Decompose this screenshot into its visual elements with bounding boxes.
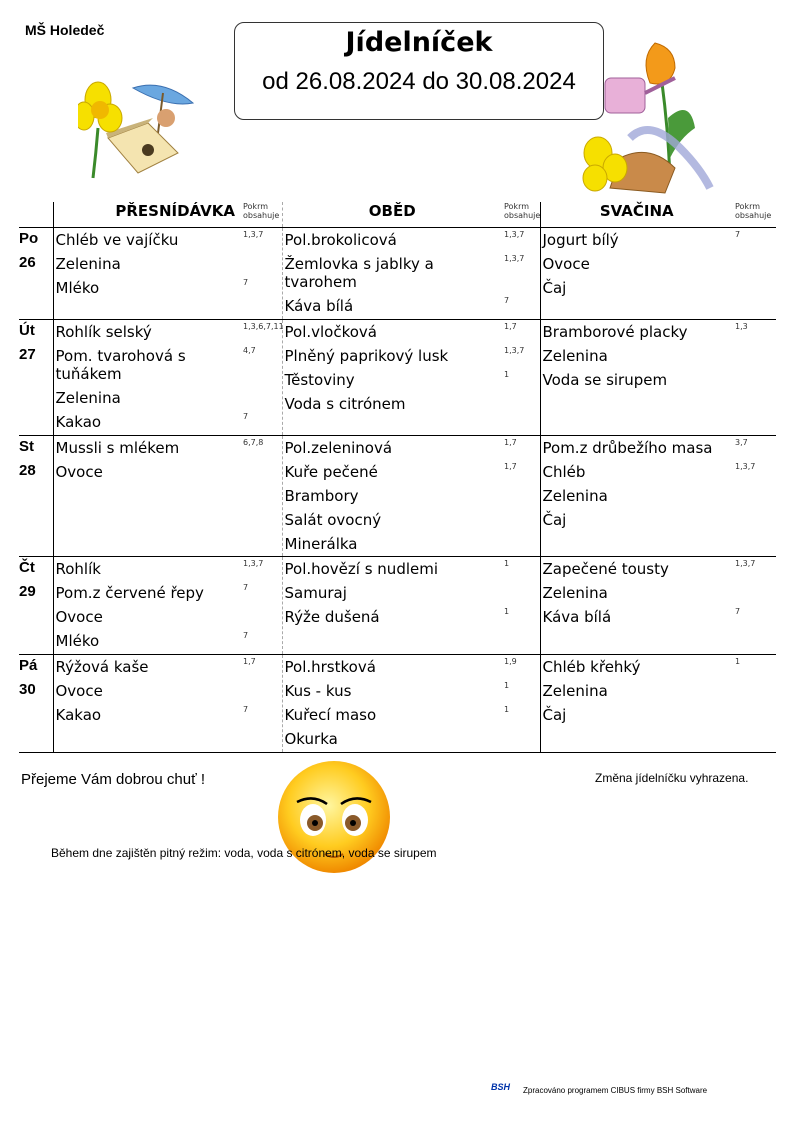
day-name: Čt — [19, 559, 35, 576]
menu-item: Ovoce — [55, 682, 103, 700]
menu-item: Salát ovocný — [284, 511, 382, 529]
allergen-code: 1,7 — [243, 657, 256, 666]
allergen-code — [504, 484, 540, 508]
menu-item: Kakao — [55, 413, 102, 431]
menu-item: Bramborové placky — [542, 323, 688, 341]
allergen-code — [243, 252, 282, 276]
allergen-code: 7 — [735, 607, 741, 616]
allergen-code — [504, 727, 540, 751]
day-date: 30 — [19, 681, 36, 698]
allergen-code: 7 — [243, 278, 249, 287]
day-label — [19, 320, 53, 436]
allergen-code: 1,3,6,7,11 — [243, 322, 284, 331]
menu-item: Zelenina — [542, 347, 608, 365]
allergen-code: 1,3,7 — [243, 230, 264, 239]
menu-item: Káva bílá — [284, 297, 354, 315]
allergen-code: 7 — [243, 631, 249, 640]
tulip-watering-can-image — [580, 38, 720, 198]
menu-item: Pom.z červené řepy — [55, 584, 204, 602]
lunch-cell — [282, 228, 502, 320]
snack-allergen-cell — [733, 436, 776, 557]
allergen-code — [243, 460, 282, 484]
allergen-code: 7 — [735, 230, 741, 239]
allergen-code — [735, 703, 776, 727]
allergen-code: 7 — [243, 705, 249, 714]
day-date: 28 — [19, 462, 36, 479]
allergen-code: 1,9 — [504, 657, 517, 666]
allergen-code — [504, 581, 540, 605]
allergen-code — [735, 581, 776, 605]
menu-item: Voda s citrónem — [284, 395, 406, 413]
menu-item: Kakao — [55, 706, 102, 724]
breakfast-allergen-cell — [241, 655, 282, 753]
menu-item: Pol.brokolicová — [284, 231, 397, 249]
snack-allergen-cell — [733, 320, 776, 436]
allergen-code — [504, 532, 540, 556]
menu-table — [19, 202, 776, 753]
menu-item: Chléb křehký — [542, 658, 641, 676]
breakfast-cell — [53, 655, 241, 753]
breakfast-allergen-cell — [241, 436, 282, 557]
allergen-code — [504, 508, 540, 532]
menu-item: Ovoce — [55, 463, 103, 481]
allergen-code — [735, 484, 776, 508]
allergen-code: 4,7 — [243, 346, 256, 355]
change-note: Změna jídelníčku vyhrazena. — [595, 771, 749, 785]
allergen-code: 1 — [504, 607, 510, 616]
menu-item: Zelenina — [542, 487, 608, 505]
menu-item: Zelenina — [542, 682, 608, 700]
menu-item: Plněný paprikový lusk — [284, 347, 449, 365]
menu-item: Ovoce — [542, 255, 590, 273]
day-date: 27 — [19, 346, 36, 363]
allergen-code: 1,3,7 — [504, 230, 525, 239]
allergen-code: 1 — [504, 681, 510, 690]
allergen-code: 1 — [504, 705, 510, 714]
snack-cell — [540, 320, 733, 436]
day-name: Út — [19, 322, 35, 339]
allergen-code: 7 — [243, 412, 249, 421]
menu-item: Čaj — [542, 279, 567, 297]
lunch-cell — [282, 436, 502, 557]
snack-cell — [540, 228, 733, 320]
snack-allergen-cell — [733, 557, 776, 655]
day-name: St — [19, 438, 34, 455]
menu-item: Zelenina — [55, 389, 121, 407]
bsh-logo: BSH — [491, 1082, 511, 1092]
breakfast-allergen-cell — [241, 320, 282, 436]
wish-text: Přejeme Vám dobrou chuť ! — [21, 771, 206, 788]
menu-item: Kuře pečené — [284, 463, 378, 481]
menu-item: Káva bílá — [542, 608, 612, 626]
menu-item: Mléko — [55, 279, 100, 297]
breakfast-cell — [53, 228, 241, 320]
breakfast-header: PŘESNÍDÁVKA — [53, 202, 241, 228]
allergen-code — [735, 252, 776, 276]
menu-item: Pom.z drůbežího masa — [542, 439, 713, 457]
menu-item: Kus - kus — [284, 682, 352, 700]
allergen-code: 1,3,7 — [504, 254, 525, 263]
lunch-allergen-cell — [502, 557, 540, 655]
day-label — [19, 228, 53, 320]
menu-item: Žemlovka s jablky a tvarohem — [284, 255, 434, 291]
allergen-code — [735, 679, 776, 703]
allergen-code: 3,7 — [735, 438, 748, 447]
menu-item: Brambory — [284, 487, 359, 505]
snack-cell — [540, 655, 733, 753]
lunch-allergen-cell — [502, 655, 540, 753]
day-label — [19, 436, 53, 557]
breakfast-allergen-cell — [241, 228, 282, 320]
menu-item: Okurka — [284, 730, 338, 748]
daffodil-birdhouse-image — [78, 78, 198, 193]
allergen-code — [735, 508, 776, 532]
menu-item: Zapečené tousty — [542, 560, 669, 578]
day-row — [19, 320, 776, 436]
software-credit: Zpracováno programem CIBUS firmy BSH Software — [523, 1086, 708, 1095]
lunch-cell — [282, 320, 502, 436]
breakfast-allergen-cell — [241, 557, 282, 655]
menu-item: Minerálka — [284, 535, 358, 553]
allergen-code — [735, 276, 776, 300]
day-name: Po — [19, 230, 39, 247]
menu-item: Rohlík selský — [55, 323, 152, 341]
allergen-code — [735, 344, 776, 368]
breakfast-cell — [53, 320, 241, 436]
allergen-code: 1 — [735, 657, 741, 666]
menu-item: Čaj — [542, 511, 567, 529]
day-row — [19, 655, 776, 753]
lunch-allergen-cell — [502, 436, 540, 557]
lunch-header: OBĚD — [282, 202, 502, 228]
snack-allergen-cell — [733, 228, 776, 320]
menu-item: Chléb ve vajíčku — [55, 231, 179, 249]
allergen-code: 1,3 — [735, 322, 748, 331]
day-name: Pá — [19, 657, 38, 674]
menu-item: Jogurt bílý — [542, 231, 619, 249]
allergen-code — [243, 679, 282, 703]
page-title: Jídelníček — [345, 27, 493, 58]
allergen-code: 1,3,7 — [243, 559, 264, 568]
breakfast-cell — [53, 436, 241, 557]
lunch-cell — [282, 557, 502, 655]
menu-item: Mléko — [55, 632, 100, 650]
allergen-code: 6,7,8 — [243, 438, 264, 447]
menu-item: Těstoviny — [284, 371, 355, 389]
day-label — [19, 557, 53, 655]
allergen-code: 1 — [504, 370, 510, 379]
day-date: 29 — [19, 583, 36, 600]
menu-item: Ovoce — [55, 608, 103, 626]
allergen-header: Pokrm obsahuje — [733, 202, 776, 228]
allergen-code: 1,7 — [504, 322, 517, 331]
lunch-cell — [282, 655, 502, 753]
menu-item: Zelenina — [55, 255, 121, 273]
title-box — [234, 22, 604, 120]
allergen-code: 1,7 — [504, 438, 517, 447]
menu-item: Kuřecí maso — [284, 706, 377, 724]
allergen-code: 1 — [504, 559, 510, 568]
allergen-header: Pokrm obsahuje — [241, 202, 282, 228]
school-name: MŠ Holedeč — [25, 22, 105, 38]
menu-item: Mussli s mlékem — [55, 439, 180, 457]
day-row — [19, 228, 776, 320]
day-date: 26 — [19, 254, 36, 271]
menu-item: Zelenina — [542, 584, 608, 602]
date-range: od 26.08.2024 do 30.08.2024 — [262, 68, 576, 95]
menu-item: Rýžová kaše — [55, 658, 149, 676]
drinking-regime-text: Během dne zajištěn pitný režim: voda, voda s citrónem, voda se sirupem — [51, 846, 437, 860]
allergen-code — [735, 368, 776, 392]
menu-item: Chléb — [542, 463, 586, 481]
breakfast-cell — [53, 557, 241, 655]
allergen-code: 1,7 — [504, 462, 517, 471]
menu-item: Čaj — [542, 706, 567, 724]
snack-header: SVAČINA — [540, 202, 733, 228]
lunch-allergen-cell — [502, 228, 540, 320]
day-column-header — [19, 202, 53, 228]
allergen-code — [243, 605, 282, 629]
allergen-code: 1,3,7 — [735, 462, 756, 471]
menu-item: Pom. tvarohová s tuňákem — [55, 347, 186, 383]
snack-cell — [540, 436, 733, 557]
allergen-header: Pokrm obsahuje — [502, 202, 540, 228]
menu-item: Voda se sirupem — [542, 371, 668, 389]
snack-allergen-cell — [733, 655, 776, 753]
allergen-code — [243, 386, 282, 410]
menu-item: Rýže dušená — [284, 608, 380, 626]
allergen-code: 7 — [504, 296, 510, 305]
allergen-code: 7 — [243, 583, 249, 592]
menu-item: Rohlík — [55, 560, 101, 578]
allergen-code — [504, 392, 540, 416]
lunch-allergen-cell — [502, 320, 540, 436]
menu-item: Pol.hrstková — [284, 658, 376, 676]
menu-item: Pol.vločková — [284, 323, 377, 341]
day-row — [19, 436, 776, 557]
day-label — [19, 655, 53, 753]
menu-item: Pol.zeleninová — [284, 439, 393, 457]
allergen-code: 1,3,7 — [504, 346, 525, 355]
menu-item: Pol.hovězí s nudlemi — [284, 560, 439, 578]
menu-item: Samuraj — [284, 584, 347, 602]
allergen-code: 1,3,7 — [735, 559, 756, 568]
day-row — [19, 557, 776, 655]
snack-cell — [540, 557, 733, 655]
